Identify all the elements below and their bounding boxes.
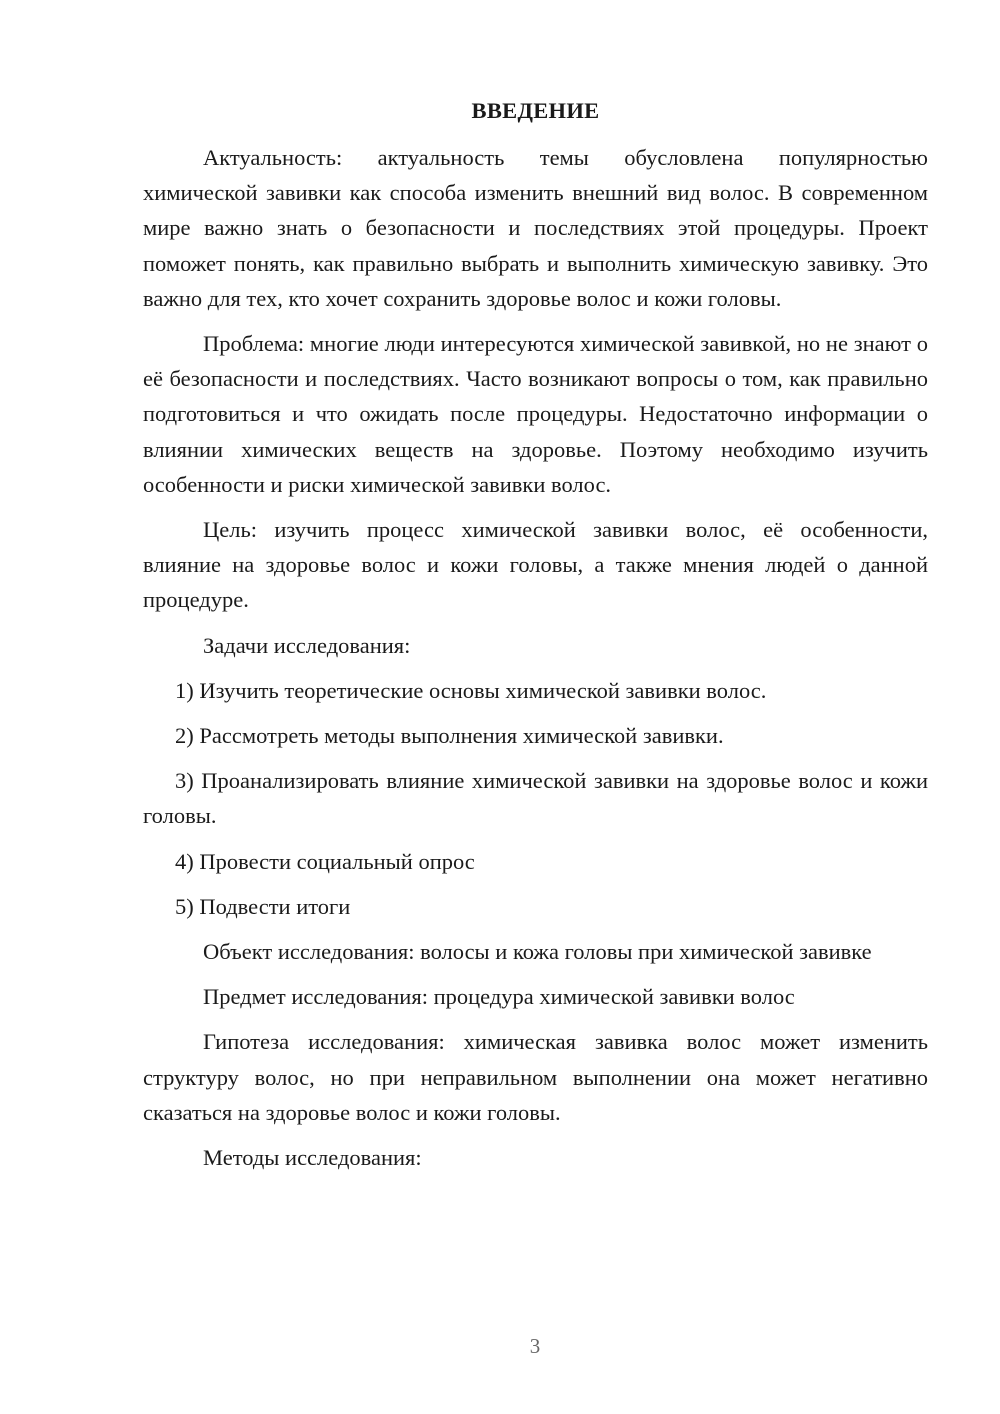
task-list-item-3: 3) Проанализировать влияние химической завивки на здоровье волос и кожи головы.	[143, 768, 928, 829]
paragraph-goal: Цель: изучить процесс химической завивки волос, её особенности, влияние на здоровье волос и кожи головы, а также мнения людей о данной процедуре.	[143, 517, 928, 613]
task-list-item-1: 1) Изучить теоретические основы химической завивки волос.	[175, 677, 767, 703]
paragraph-relevance: Актуальность: актуальность темы обусловлена популярностью химической завивки как способа изменить внешний вид волос. В современном мире важно знать о безопасности и последствиях этой процедуры. Проект поможет понять, как правильно выбрать и выполнить химическую завивку. Это важно для тех, кто хочет сохранить здоровье волос и кожи головы.	[143, 145, 928, 311]
page-content	[143, 96, 928, 1185]
task-list-item-2: 2) Рассмотреть методы выполнения химической завивки.	[175, 723, 724, 749]
page-number: 3	[529, 1334, 541, 1358]
paragraph-problem: Проблема: многие люди интересуются химической завивкой, но не знают о её безопасности и последствиях. Часто возникают вопросы о том, как правильно подготовиться и что ожидать после процедуры. Недостаточно информации о влиянии химических веществ на здоровье. Поэтому необходимо изучить особенности и риски химической завивки волос.	[143, 331, 928, 497]
task-list-item-5: 5) Подвести итоги	[175, 893, 351, 919]
task-list-item-4: 4) Провести социальный опрос	[175, 848, 475, 874]
paragraph-object: Объект исследования: волосы и кожа головы при химической завивке	[203, 939, 872, 965]
paragraph-tasks-heading: Задачи исследования:	[203, 632, 411, 658]
paragraph-subject: Предмет исследования: процедура химической завивки волос	[203, 984, 795, 1010]
paragraph-methods-heading: Методы исследования:	[203, 1145, 422, 1171]
paragraph-hypothesis: Гипотеза исследования: химическая завивка волос может изменить структуру волос, но при неправильном выполнении она может негативно сказаться на здоровье волос и кожи головы.	[143, 1029, 928, 1125]
section-title: ВВЕДЕНИЕ	[471, 98, 600, 123]
